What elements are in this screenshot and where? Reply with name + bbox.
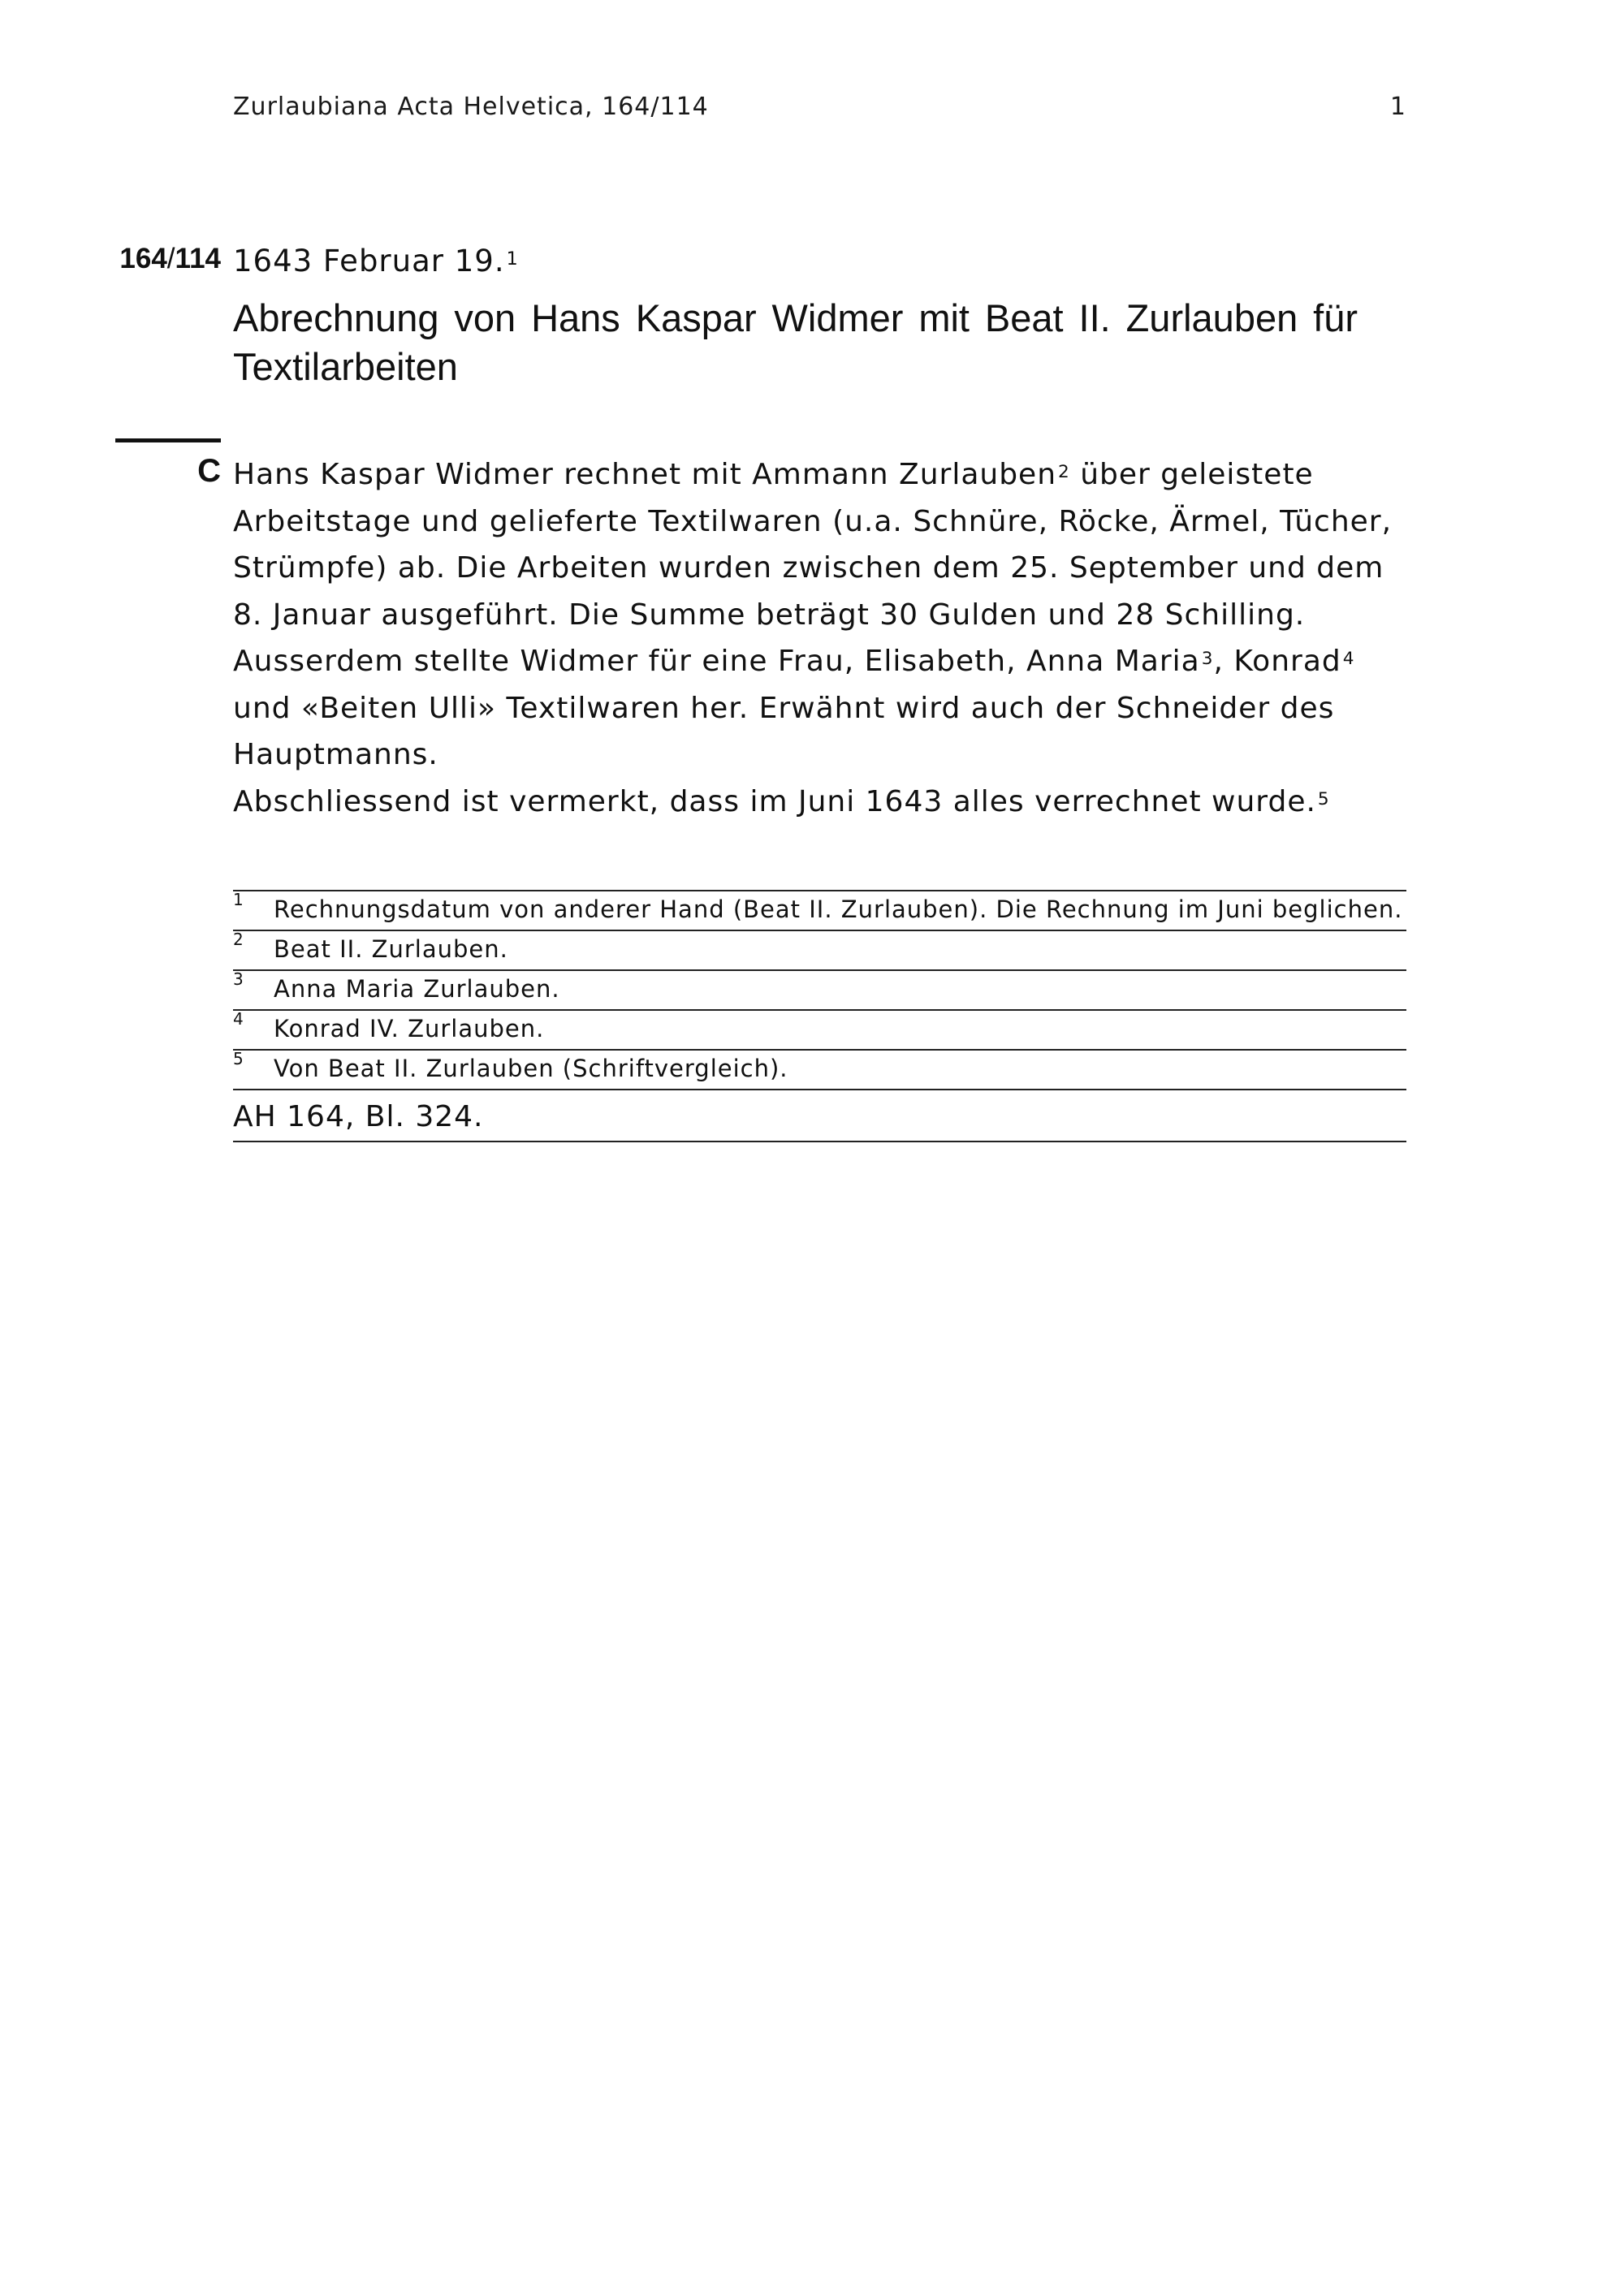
- footnote-ref[interactable]: 1: [506, 248, 519, 270]
- footnotes: [233, 890, 1406, 1142]
- footnote: [233, 930, 1406, 969]
- summary-text: über geleistete Arbeitstage und gelieferte Textilwaren (u.a. Schnüre, Röcke, Ärmel, Tücher, Strümpfe) ab. Die Arbeiten wurden zwischen dem 25. September und dem 8. Januar ausgeführt. Die Summe beträgt 30 Gulden und 28 Schilling. Ausserdem stellte Widmer für eine Frau, Elisabeth, Anna Maria: [233, 458, 1393, 678]
- document-number-item: 114: [175, 243, 221, 274]
- summary-text: Abschliessend ist vermerkt, dass im Juni 1643 alles verrechnet wurde.: [233, 784, 1316, 818]
- footnote-ref[interactable]: 4: [1342, 649, 1355, 670]
- summary-text: Hans Kaspar Widmer rechnet mit Ammann Zurlauben: [233, 458, 1057, 491]
- document-number-volume: 164: [119, 243, 167, 274]
- running-header: [233, 93, 1406, 121]
- document-title: Abrechnung von Hans Kaspar Widmer mit Beat II. Zurlauben für Textilarbeiten: [233, 296, 1358, 388]
- footnote: [233, 1009, 1406, 1049]
- footnote: [233, 969, 1406, 1009]
- summary-paragraph: [233, 451, 1410, 779]
- summary-text: und «Beiten Ulli» Textilwaren her. Erwähnt wird auch der Schneider des Hauptmanns.: [233, 691, 1335, 771]
- footnote-ref[interactable]: 3: [1201, 649, 1214, 670]
- footnote-text: Beat II. Zurlauben.: [274, 935, 508, 963]
- footnote: [233, 1049, 1406, 1090]
- footnote-number: 2: [233, 930, 244, 949]
- footnote-text: Konrad IV. Zurlauben.: [274, 1015, 545, 1042]
- footnote-number: 3: [233, 969, 244, 989]
- source-type-marker: C: [197, 453, 221, 489]
- footnote-text: Von Beat II. Zurlauben (Schriftvergleich).: [274, 1055, 788, 1082]
- footnote-text: Anna Maria Zurlauben.: [274, 975, 560, 1003]
- margin-rule: [115, 438, 221, 442]
- footnote-number: 4: [233, 1009, 244, 1029]
- document-date: [233, 244, 519, 278]
- footnote-ref[interactable]: 2: [1058, 462, 1070, 483]
- document-date-text: 1643 Februar 19.: [233, 244, 505, 278]
- document-summary: [233, 451, 1410, 825]
- running-title: Zurlaubiana Acta Helvetica, 164/114: [233, 93, 709, 121]
- footnote: [233, 890, 1406, 930]
- footnote-text: Rechnungsdatum von anderer Hand (Beat II. Zurlauben). Die Rechnung im Juni beglichen.: [274, 896, 1403, 923]
- document-number-separator: /: [166, 243, 175, 274]
- document-number: [88, 243, 221, 275]
- page-number: 1: [1389, 93, 1406, 121]
- summary-paragraph: [233, 779, 1410, 826]
- footnote-number: 5: [233, 1049, 244, 1068]
- footnote-number: 1: [233, 890, 244, 909]
- archive-reference: AH 164, Bl. 324.: [233, 1094, 1406, 1142]
- summary-text: , Konrad: [1213, 645, 1341, 678]
- footnote-ref[interactable]: 5: [1317, 788, 1330, 809]
